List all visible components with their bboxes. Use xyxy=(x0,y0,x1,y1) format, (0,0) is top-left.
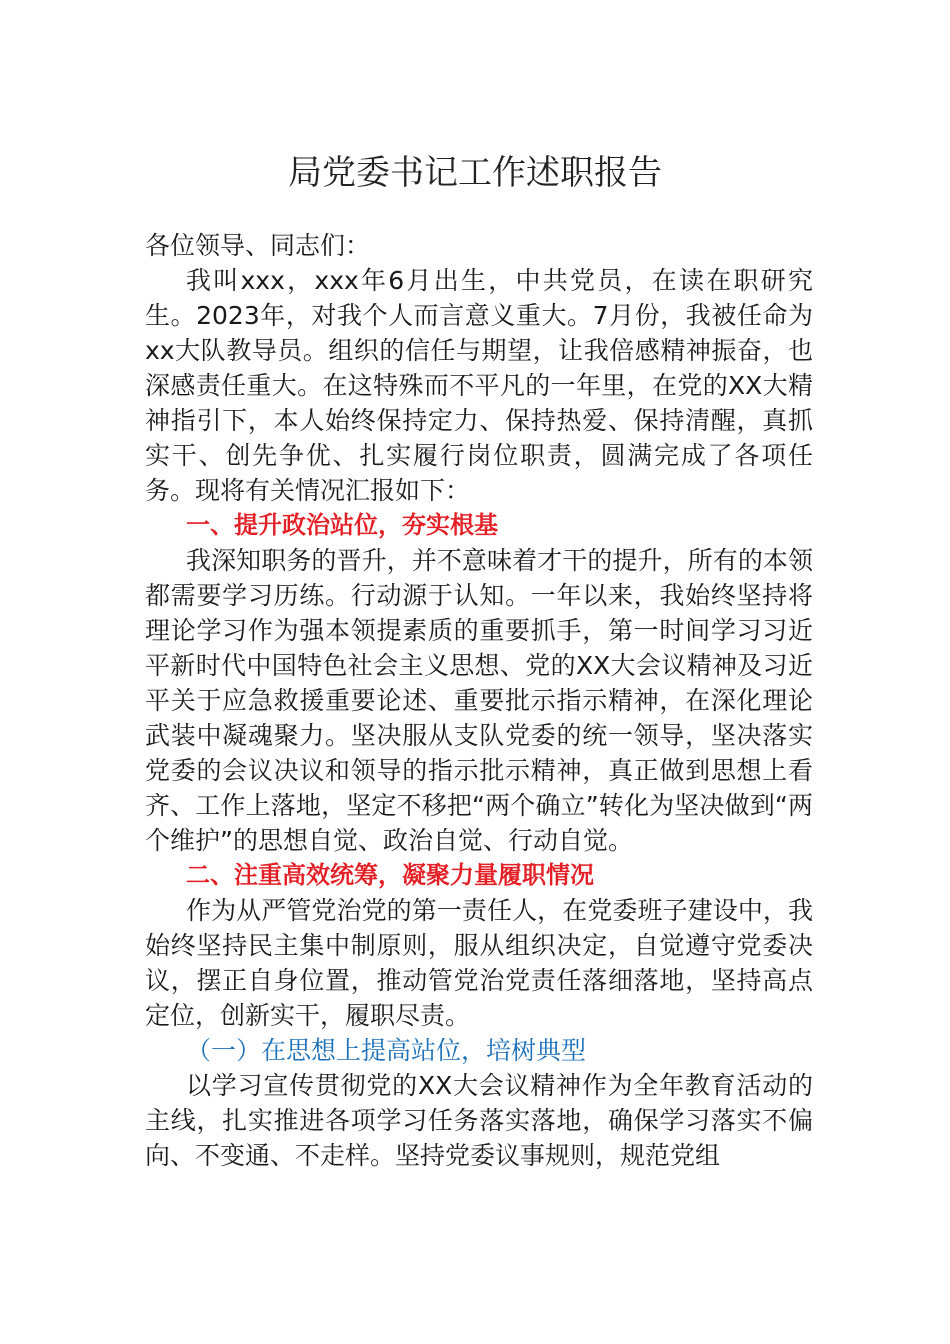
section-1-paragraph: 我深知职务的晋升，并不意味着才干的提升，所有的本领都需要学习历练。行动源于认知。一年以来，我始终坚持将理论学习作为强本领提素质的重要抓手，第一时间学习习近平新时代中国特色社会主义思想、党的XX大会议精神及习近平关于应急救援重要论述、重要批示指示精神，在深化理论武装中凝魂聚力。坚决服从支队党委的统一领导，坚决落实党委的会议决议和领导的指示批示精神，真正做到思想上看齐、工作上落地，坚定不移把“两个确立”转化为坚决做到“两个维护”的思想自觉、政治自觉、行动自觉。 xyxy=(145,546,813,855)
section-2-paragraph: 作为从严管党治党的第一责任人，在党委班子建设中，我始终坚持民主集中制原则，服从组织决定，自觉遵守党委决议，摆正自身位置，推动管党治党责任落细落地，坚持高点定位，创新实干，履职尽责。 xyxy=(145,896,813,1030)
subsection-1-heading: （一）在思想上提高站位，培树典型 xyxy=(186,1036,587,1065)
document-body xyxy=(145,228,813,1173)
section-2-heading: 二、注重高效统筹，凝聚力量履职情况 xyxy=(186,861,594,889)
subsection-1-paragraph: 以学习宣传贯彻党的XX大会议精神作为全年教育活动的主线，扎实推进各项学习任务落实落地，确保学习落实不偏向、不变通、不走样。坚持党委议事规则，规范党组 xyxy=(145,1071,813,1170)
section-1-heading: 一、提升政治站位，夯实根基 xyxy=(186,511,498,539)
document-title: 局党委书记工作述职报告 xyxy=(288,153,662,193)
salutation: 各位领导、同志们： xyxy=(145,231,371,260)
intro-paragraph: 我叫xxx，xxx年6月出生，中共党员，在读在职研究生。2023年，对我个人而言意义重大。7月份，我被任命为xx大队教导员。组织的信任与期望，让我倍感精神振奋，也深感责任重大。在这特殊而不平凡的一年里，在党的XX大精神指引下，本人始终保持定力、保持热爱、保持清醒，真抓实干、创先争优、扎实履行岗位职责，圆满完成了各项任务。现将有关情况汇报如下： xyxy=(145,266,813,505)
